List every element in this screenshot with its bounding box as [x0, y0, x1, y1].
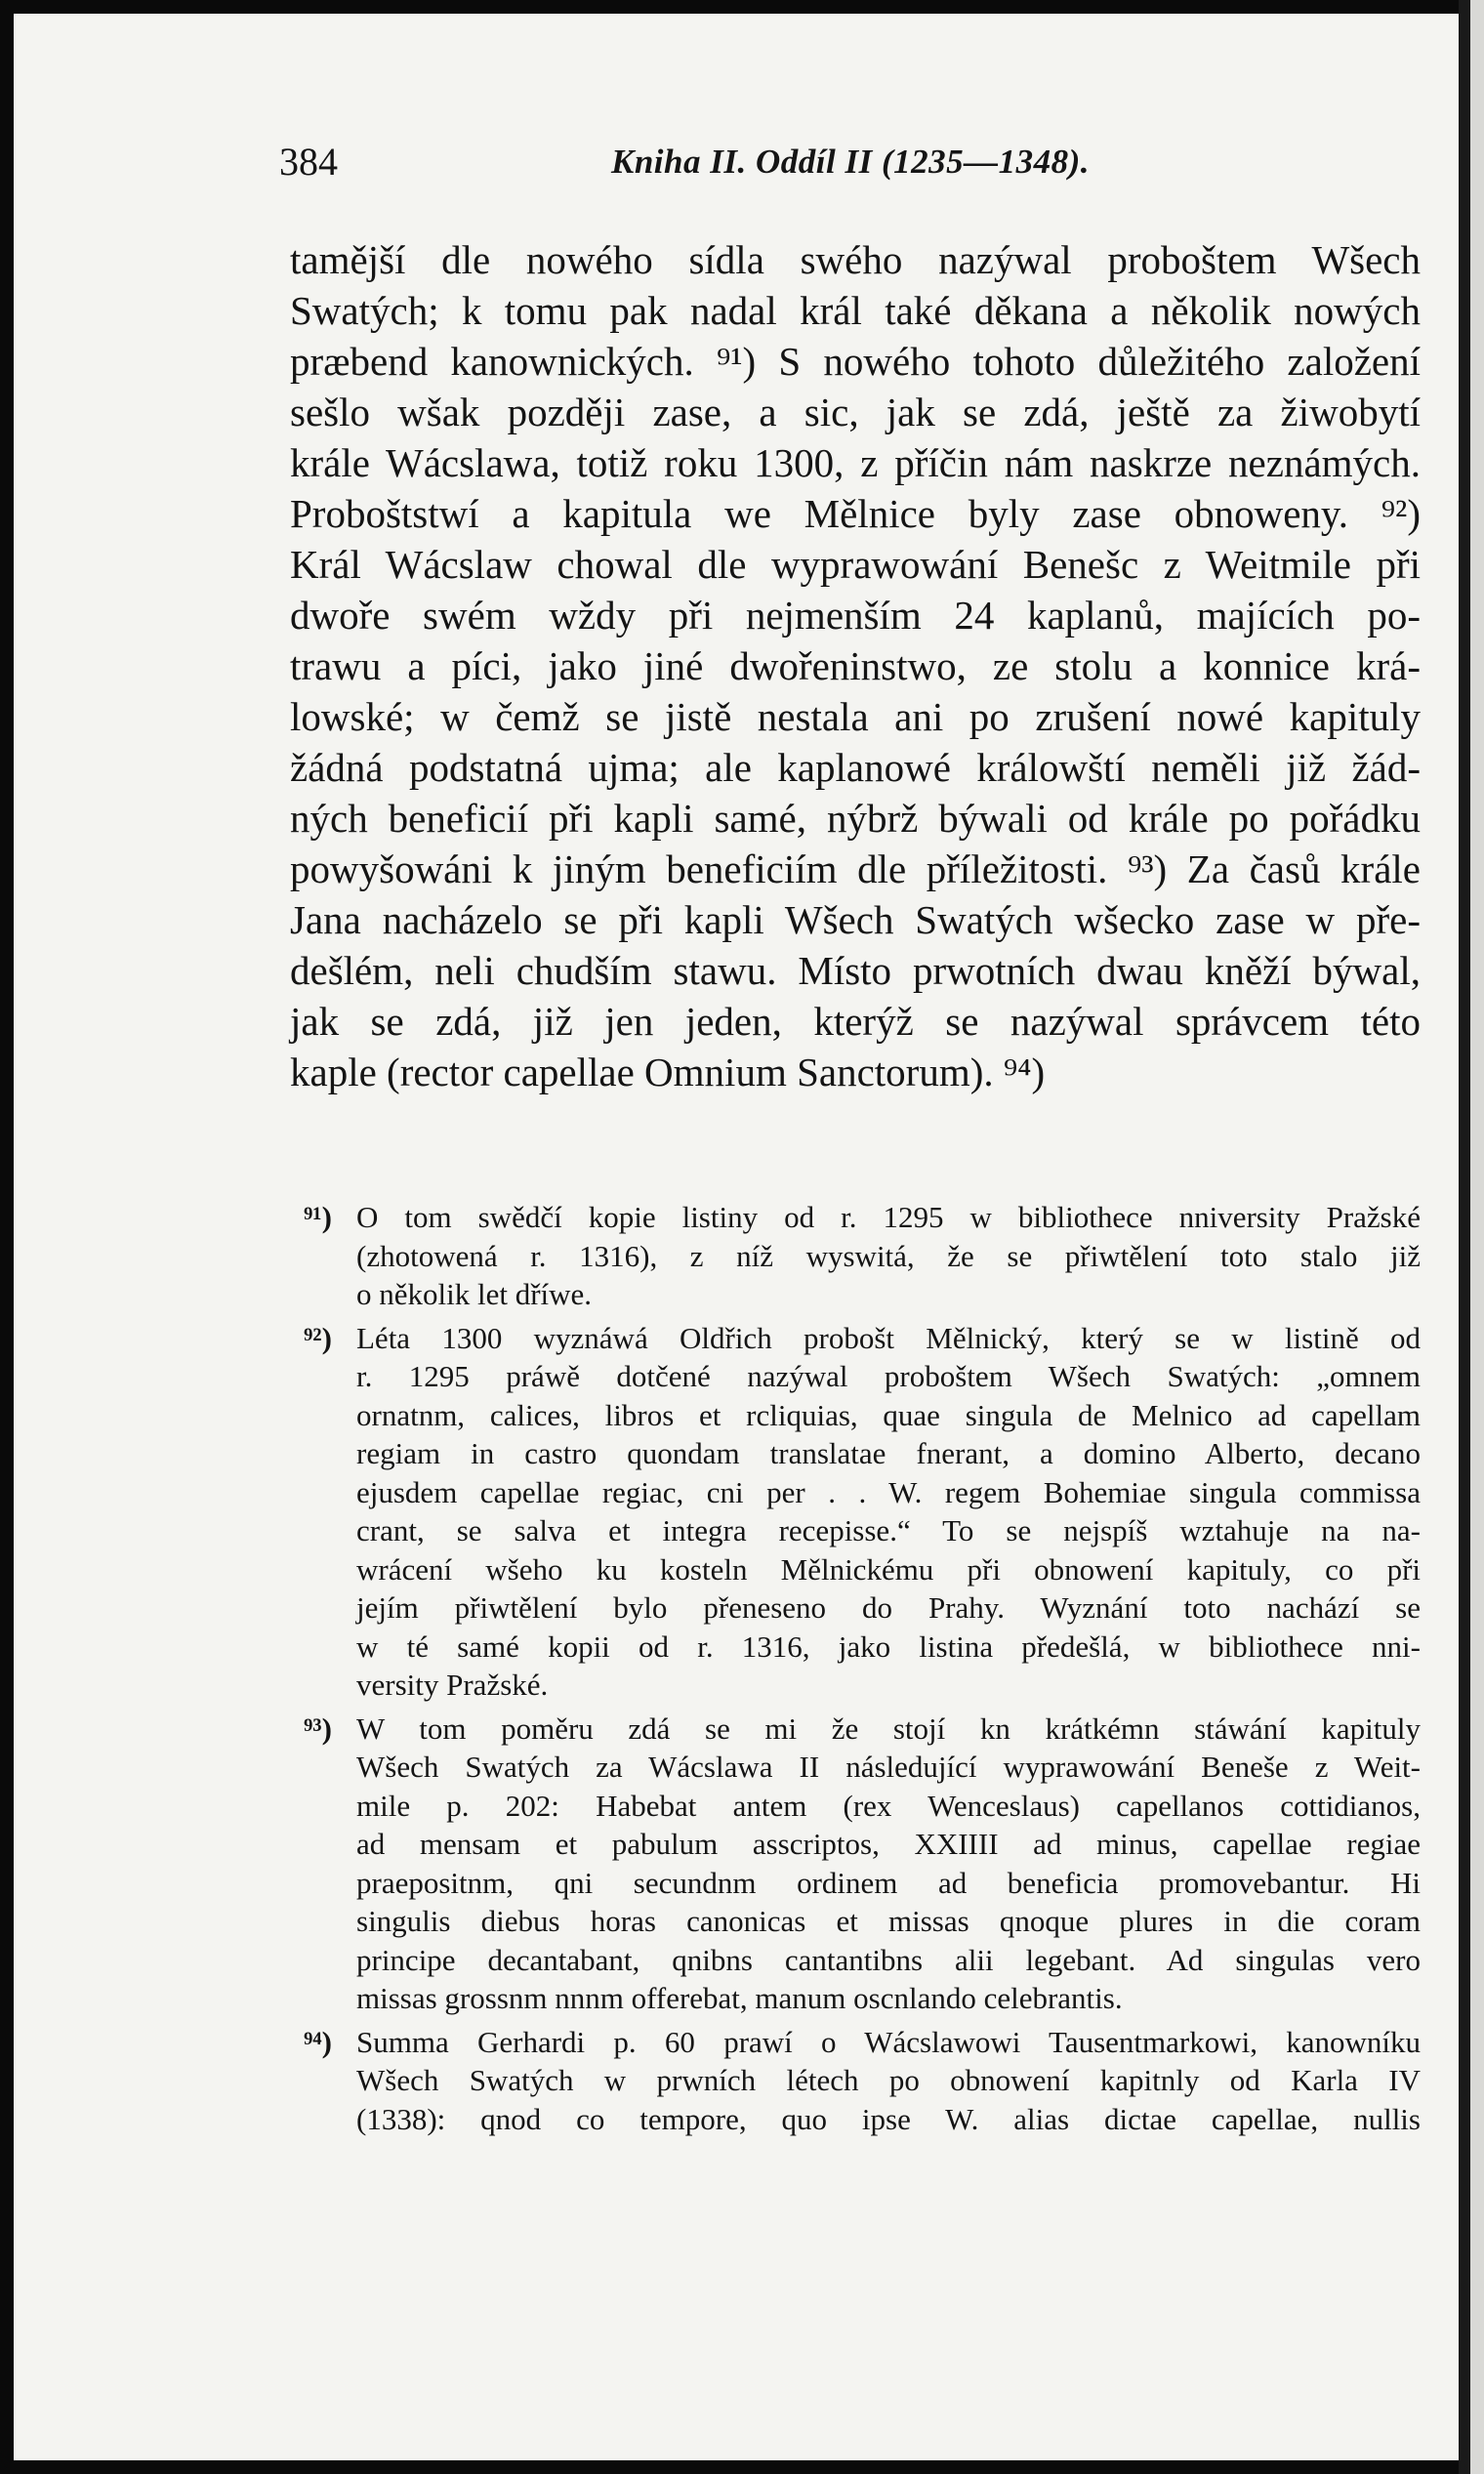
footnote-marker: ⁹¹)	[304, 1200, 332, 1234]
footnote-marker: ⁹⁴)	[304, 2024, 332, 2059]
page-header	[279, 139, 1451, 197]
footnote-line: Wšech Swatých za Wácslawa II následující wyprawowání Beneše z Weit-	[356, 1750, 1421, 1784]
text-line: Proboštstwí a kapitula we Mělnice byly zase obnoweny. ⁹²)	[290, 491, 1421, 536]
text-line: kaple (rector capellae Omnium Sanctorum). ⁹⁴)	[290, 1050, 1046, 1094]
text-line: lowské; w čemž se jistě nestala ani po zrušení nowé kapituly	[290, 694, 1421, 739]
text-line: tamější dle nowého sídla swého nazýwal proboštem Wšech	[290, 237, 1421, 282]
footnote-line: r. 1295 práwě dotčené nazýwal proboštem Wšech Swatých: „omnem	[356, 1359, 1421, 1393]
footnote-line: ornatnm, calices, libros et rcliquias, quae singula de Melnico ad capellam	[356, 1397, 1421, 1432]
footnote-line: w té samé kopii od r. 1316, jako listina předešlá, w bibliothece nni-	[356, 1629, 1421, 1664]
text-line: krále Wácslawa, totiž roku 1300, z příčin nám naskrze neznámých.	[290, 440, 1421, 485]
text-line: jak se zdá, již jen jeden, kterýž se nazýwal správcem této	[290, 999, 1421, 1044]
footnote-line: principe decantabant, qnibns cantantibns alii legebant. Ad singulas vero	[356, 1942, 1421, 1977]
text-line: žádná podstatná ujma; ale kaplanowé králowští neměli již žád-	[290, 745, 1421, 790]
footnote-line: mile p. 202: Habebat antem (rex Wenceslaus) capellanos cottidianos,	[356, 1788, 1421, 1823]
text-line: Král Wácslaw chowal dle wyprawowání Benešc z Weitmile při	[290, 542, 1421, 587]
footnote-line: missas grossnm nnnm offerebat, manum oscnlando celebrantis.	[356, 1981, 1123, 2015]
text-line: Swatých; k tomu pak nadal král také děkana a několik nowých	[290, 288, 1421, 333]
text-line: trawu a píci, jako jiné dwořeninstwo, ze stolu a konnice krá-	[290, 643, 1421, 688]
footnote-line: versity Pražské.	[356, 1668, 549, 1702]
text-line: dwoře swém wždy při nejmenším 24 kaplanů, majících po-	[290, 593, 1421, 638]
main-text-block	[290, 234, 1421, 1097]
footnote-marker: ⁹²)	[304, 1320, 332, 1355]
footnote-92	[290, 1319, 1421, 1705]
page-number: 384	[279, 140, 338, 184]
footnote-line: Léta 1300 wyznáwá Oldřich probošt Mělnický, který se w listině od	[356, 1320, 1421, 1355]
footnote-line: praepositnm, qni secundnm ordinem ad beneficia promovebantur. Hi	[356, 1865, 1421, 1900]
footnote-line: Summa Gerhardi p. 60 prawí o Wácslawowi Tausentmarkowi, kanowníku	[356, 2024, 1421, 2059]
footnote-line: O tom swědčí kopie listiny od r. 1295 w bibliothece nniversity Pražské	[356, 1200, 1421, 1234]
footnote-line: singulis diebus horas canonicas et missas qnoque plures in die coram	[356, 1904, 1421, 1938]
text-line: ných beneficií při kapli samé, nýbrž býwali od krále po pořádku	[290, 796, 1421, 841]
text-line: powyšowáni k jiným beneficiím dle příležitosti. ⁹³) Za časů krále	[290, 846, 1421, 891]
text-line: dešlém, neli chudším stawu. Místo prwotních dwau kněží býwal,	[290, 948, 1421, 993]
footnote-line: jejím přiwtělení bylo přeneseno do Prahy. Wyznání toto nachází se	[356, 1590, 1421, 1625]
book-page	[14, 14, 1459, 2460]
text-line: Jana nacházelo se při kapli Wšech Swatých wšecko zase w pře-	[290, 897, 1421, 942]
footnote-marker: ⁹³)	[304, 1711, 332, 1746]
footnote-91	[290, 1198, 1421, 1314]
footnote-line: Wšech Swatých w prwních létech po obnowení kapitnly od Karla IV	[356, 2063, 1421, 2097]
adjacent-page-strip	[1470, 0, 1484, 2474]
text-line: sešlo wšak později zase, a sic, jak se zdá, ještě za žiwobytí	[290, 390, 1421, 434]
footnotes	[290, 1198, 1421, 2143]
footnote-line: (zhotowená r. 1316), z níž wyswitá, že se přiwtělení toto stalo již	[356, 1238, 1421, 1273]
footnote-94	[290, 2023, 1421, 2139]
footnote-line: (1338): qnod co tempore, quo ipse W. alias dictae capellae, nullis	[356, 2101, 1421, 2136]
running-head: Kniha II. Oddíl II (1235—1348).	[611, 143, 1091, 181]
footnote-line: crant, se salva et integra recepisse.“ To se nejspíš wztahuje na na-	[356, 1513, 1421, 1547]
footnote-line: W tom poměru zdá se mi že stojí kn krátkémn stáwání kapituly	[356, 1711, 1421, 1746]
footnote-93	[290, 1710, 1421, 2018]
text-line: præbend kanownických. ⁹¹) S nowého tohoto důležitého založení	[290, 339, 1421, 384]
footnote-line: o několik let dříwe.	[356, 1277, 593, 1311]
footnote-line: wrácení wšeho ku kosteln Mělnickému při obnowení kapituly, co při	[356, 1551, 1421, 1587]
footnote-line: ejusdem capellae regiac, cni per . . W. regem Bohemiae singula commissa	[356, 1474, 1421, 1509]
page-edge-shadow	[1459, 0, 1470, 2474]
footnote-line: ad mensam et pabulum asscriptos, XXIIII ad minus, capellae regiae	[356, 1827, 1421, 1861]
footnote-line: regiam in castro quondam translatae fnerant, a domino Alberto, decano	[356, 1436, 1421, 1470]
